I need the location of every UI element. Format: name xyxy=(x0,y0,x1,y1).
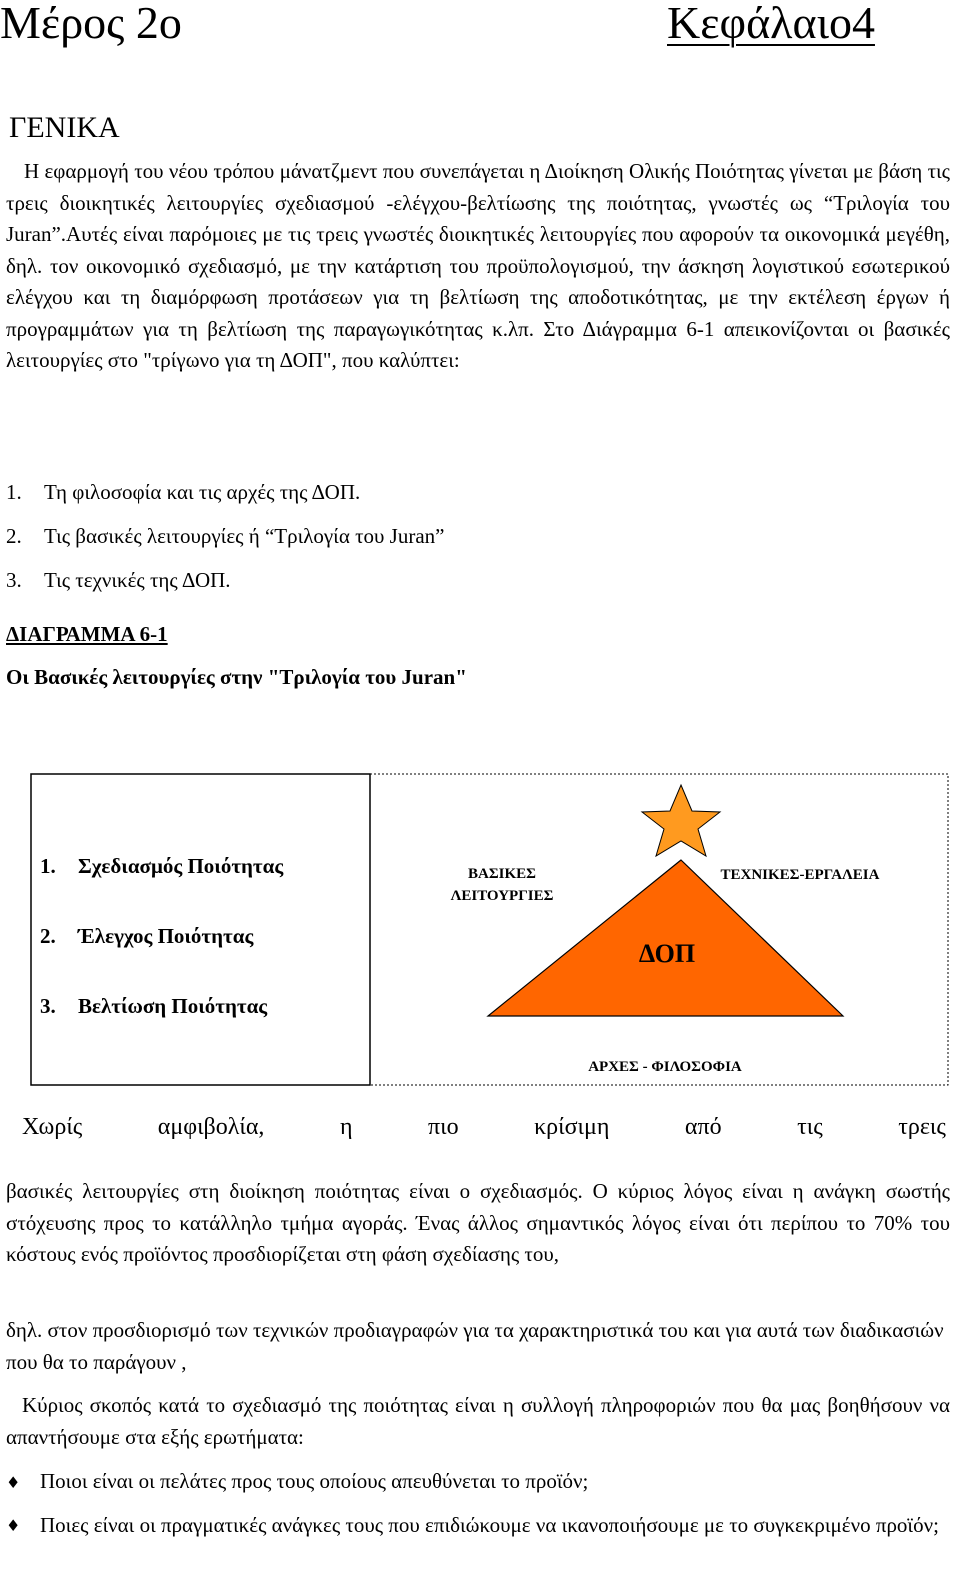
bullet-item xyxy=(6,1466,946,1499)
diagram-list-item xyxy=(40,924,253,949)
numbered-item xyxy=(6,566,231,594)
first-line-word: Χωρίς xyxy=(22,1114,83,1140)
goal-paragraph-text: Κύριος σκοπός κατά το σχεδιασμό της ποιότητας είναι η συλλογή πληροφοριών που θα μας βοηθήσουν να απαντήσουμε στα εξής ερωτήματα: xyxy=(6,1393,950,1449)
basic-functions-label-line2: ΛΕΙΤΟΥΡΓΙΕΣ xyxy=(450,888,554,904)
item-text: Σχεδιασμός Ποιότητας xyxy=(78,854,284,878)
first-line-word: τρεις xyxy=(898,1114,946,1140)
diamond-bullet-icon: ♦ xyxy=(6,1516,21,1535)
dop-triangle xyxy=(488,860,843,1016)
first-line-word: κρίσιμη xyxy=(534,1114,610,1140)
numbered-item xyxy=(6,522,444,550)
item-text: Τη φιλοσοφία και τις αρχές της ΔΟΠ. xyxy=(44,480,361,504)
planning-paragraph-text: βασικές λειτουργίες στη διοίκηση ποιότητας είναι ο σχεδιασμός. Ο κύριος λόγος είναι η ανάγκη σωστής στόχευσης προς το κατάλληλο τμήμα αγοράς. Ένας άλλος σημαντικός λόγος είναι ότι περίπου το 70% του κόστους ενός προϊόντος προσδιορίζεται στη φάση σχεδίασης του, xyxy=(6,1179,950,1266)
juran-trilogy-diagram xyxy=(0,770,960,1090)
intro-paragraph xyxy=(6,156,950,377)
intro-paragraph-text: Η εφαρμογή του νέου τρόπου μάνατζμεντ που συνεπάγεται η Διοίκηση Ολικής Ποιότητας γίνεται με βάση τις τρεις διοικητικές λειτουργίες σχεδιασμού -ελέγχου-βελτίωσης της ποιότητας, γνωστές ως “Τριλογία του Juran”.Αυτές είναι παρόμοιες με τις τρεις γνωστές διοικητικές λειτουργίες που αφορούν τα οικονομικά μεγέθη, δηλ. τον οικονομικό σχεδιασμό, με την κατάρτιση του προϋπολογισμού, την άσκηση λογιστικού εσωτερικού ελέγχου και τη διαμόρφωση προτάσεων για τη βελτίωση της αποδοτικότητας, με την εκτέλεση έργων ή προγραμμάτων για τη βελτίωση της παραγωγικότητας κ.λπ. Στο Διάγραμμα 6-1 απεικονίζονται οι βασικές λειτουργίες στο "τρίγωνο για τη ΔΟΠ", που καλύπτει: xyxy=(6,159,950,372)
part-heading: Μέρος 2ο xyxy=(0,0,182,48)
diagram-list-item xyxy=(40,994,267,1019)
techniques-label: ΤΕΧΝΙΚΕΣ-ΕΡΓΑΛΕΙΑ xyxy=(720,867,880,883)
planning-paragraph xyxy=(6,1176,950,1271)
bullet-text: Ποιες είναι οι πραγματικές ανάγκες τους που επιδιώκουμε να ικανοποιήσουμε με το συγκεκριμένο προϊόν; xyxy=(40,1513,939,1537)
item-number: 2. xyxy=(40,924,56,948)
item-text: Τις τεχνικές της ΔΟΠ. xyxy=(44,568,231,592)
principles-label: ΑΡΧΕΣ - ΦΙΛΟΣΟΦΙΑ xyxy=(588,1059,742,1075)
first-line-word: πιο xyxy=(428,1114,459,1140)
section-title: ΓΕΝΙΚΑ xyxy=(9,111,120,144)
goal-paragraph xyxy=(6,1390,950,1453)
first-line-word: τις xyxy=(797,1114,823,1140)
diamond-bullet-icon: ♦ xyxy=(6,1473,21,1492)
item-text: Έλεγχος Ποιότητας xyxy=(78,924,254,948)
basic-functions-label-line1: ΒΑΣΙΚΕΣ xyxy=(468,866,536,882)
first-line-word: η xyxy=(339,1114,353,1140)
specs-paragraph-text: δηλ. στον προσδιορισμό των τεχνικών προδιαγραφών για τα χαρακτηριστικά του και για αυτά των διαδικασιών που θα το παράγουν , xyxy=(6,1318,944,1374)
item-text: Βελτίωση Ποιότητας xyxy=(78,994,268,1018)
chapter-heading: Κεφάλαιο4 xyxy=(667,0,875,48)
item-number: 2. xyxy=(6,524,22,548)
diagram-heading: ΔΙΑΓΡΑΜΜΑ 6-1 xyxy=(6,622,168,646)
dop-label: ΔΟΠ xyxy=(638,939,696,968)
item-number: 1. xyxy=(40,854,56,878)
item-number: 1. xyxy=(6,480,22,504)
specs-paragraph xyxy=(6,1315,950,1378)
star-icon xyxy=(642,785,720,856)
paragraph-first-line xyxy=(22,1114,946,1141)
diagram-list-item xyxy=(40,854,283,879)
first-line-word: από xyxy=(684,1114,722,1140)
item-text: Τις βασικές λειτουργίες ή “Τριλογία του Juran” xyxy=(44,524,445,548)
item-number: 3. xyxy=(6,568,22,592)
first-line-word: αμφιβολία, xyxy=(157,1114,265,1140)
diagram-subtitle: Οι Βασικές λειτουργίες στην "Τριλογία του Juran" xyxy=(6,665,467,689)
numbered-item xyxy=(6,478,360,506)
bullet-text: Ποιοι είναι οι πελάτες προς τους οποίους απευθύνεται το προϊόν; xyxy=(40,1469,589,1493)
bullet-item xyxy=(6,1510,946,1542)
item-number: 3. xyxy=(40,994,56,1018)
